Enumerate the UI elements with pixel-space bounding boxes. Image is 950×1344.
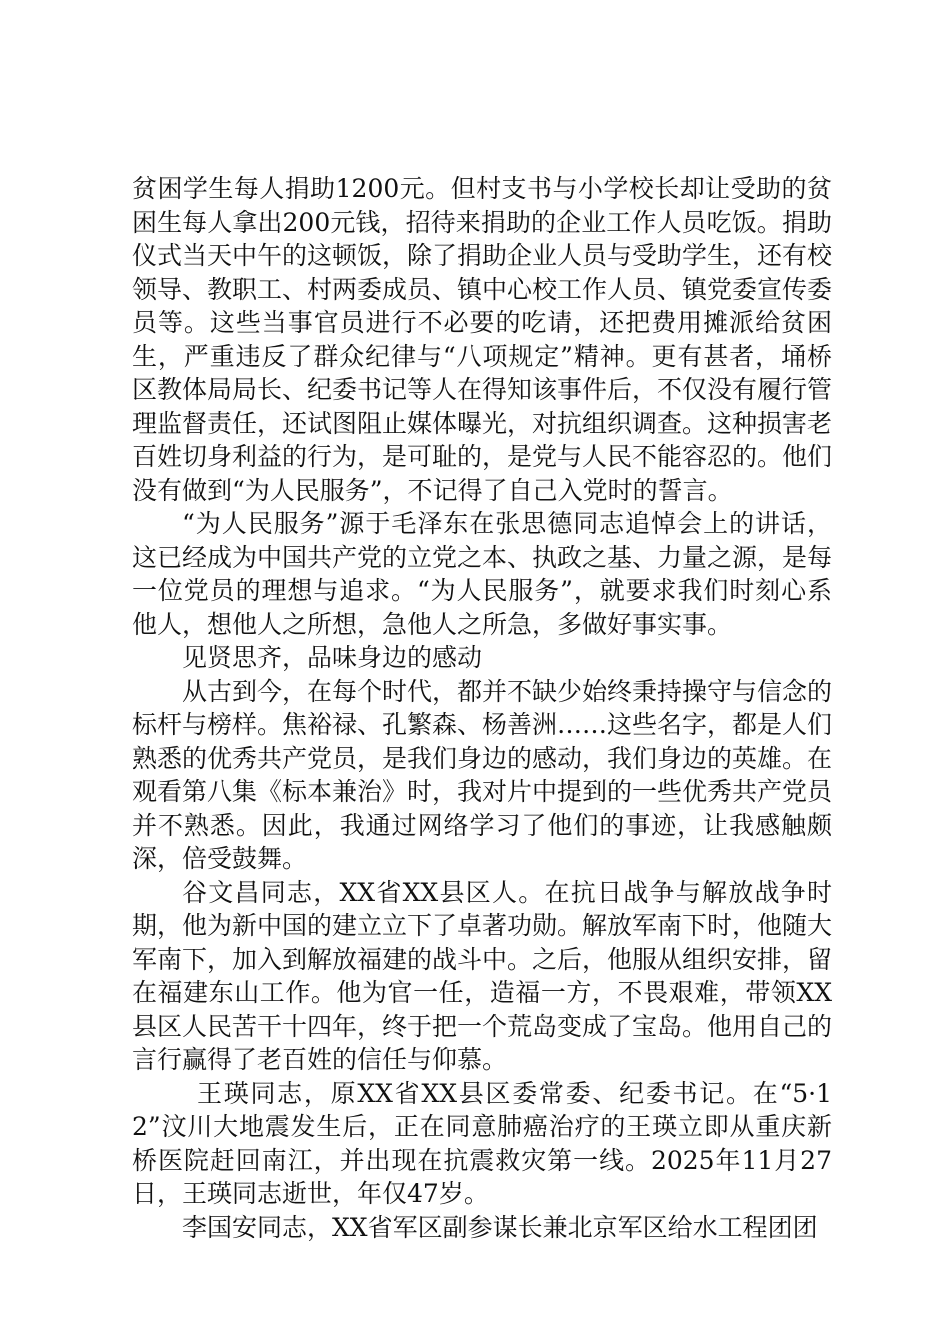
paragraph-role-models: 从古到今，在每个时代，都并不缺少始终秉持操守与信念的标杆与榜样。焦裕禄、孔繁森、杨善洲……这些名字，都是人们熟悉的优秀共产党员，是我们身边的感动，我们身边的英雄。在观看第八集《标本兼治》时，我对片中提到的一些优秀共产党员并不熟悉。因此，我通过网络学习了他们的事迹，让我感触颇深，倍受鼓舞。 xyxy=(132,676,833,873)
section-heading: 见贤思齐，品味身边的感动 xyxy=(182,643,483,672)
paragraph-li-guoan: 李国安同志，XX省军区副参谋长兼北京军区给水工程团团 xyxy=(182,1212,818,1242)
paragraph-continuation: 贫困学生每人捐助1200元。但村支书与小学校长却让受助的贫困生每人拿出200元钱，招待来捐助的企业工作人员吃饭。捐助仪式当天中午的这顿饭，除了捐助企业人员与受助学生，还有校领导、教职工、村两委成员、镇中心校工作人员、镇党委宣传委员等。这些当事官员进行不必要的吃请，还把费用摊派给贫困生，严重违反了群众纪律与“八项规定”精神。更有甚者，埇桥区教体局局长、纪委书记等人在得知该事件后，不仅没有履行管理监督责任，还试图阻止媒体曝光，对抗组织调查。这种损害老百姓切身利益的行为，是可耻的，是党与人民不能容忍的。他们没有做到“为人民服务”，不记得了自己入党时的誓言。 xyxy=(132,174,833,505)
paragraph-wang-ying: 王瑛同志，原XX省XX县区委常委、纪委书记。在“5·12”汶川大地震发生后，正在同意肺癌治疗的王瑛立即从重庆新桥医院赶回南江，并出现在抗震救灾第一线。2025年11月27日，王瑛同志逝世，年仅47岁。 xyxy=(132,1078,832,1208)
paragraph-serve-people: “为人民服务”源于毛泽东在张思德同志追悼会上的讲话，这已经成为中国共产党的立党之本、执政之基、力量之源，是每一位党员的理想与追求。“为人民服务”，就要求我们时刻心系他人，想他人之所想，急他人之所急，多做好事实事。 xyxy=(132,509,833,639)
paragraph-gu-wenchang: 谷文昌同志，XX省XX县区人。在抗日战争与解放战争时期，他为新中国的建立立下了卓著功勋。解放军南下时，他随大军南下，加入到解放福建的战斗中。之后，他服从组织安排，留在福建东山工作。他为官一任，造福一方，不畏艰难，带领XX县区人民苦干十四年，终于把一个荒岛变成了宝岛。他用自己的言行赢得了老百姓的信任与仰慕。 xyxy=(132,877,833,1074)
document-body xyxy=(132,172,832,1244)
